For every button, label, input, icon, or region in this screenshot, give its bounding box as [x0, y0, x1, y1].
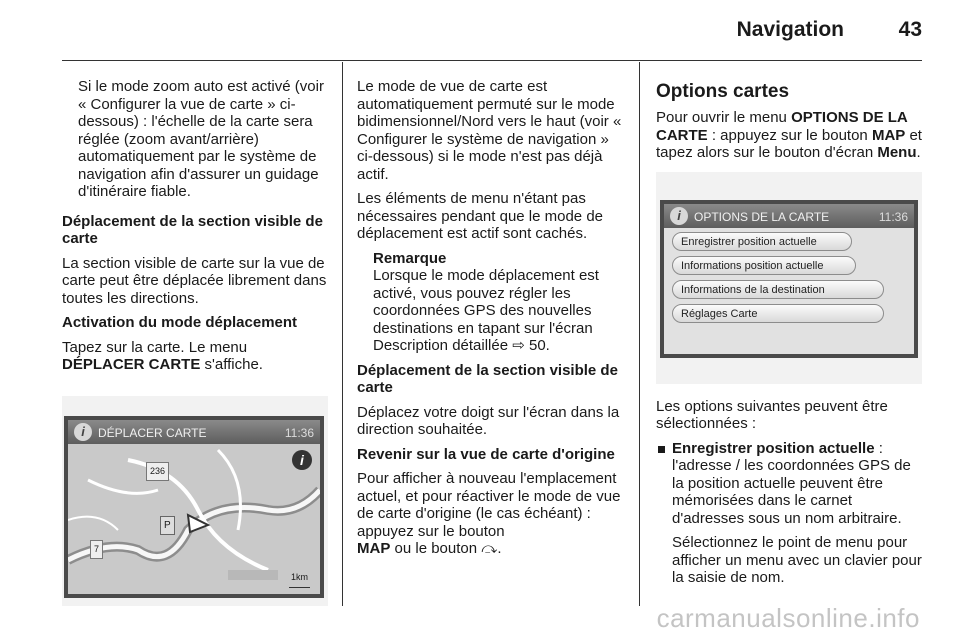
text-period-2: .	[916, 144, 921, 161]
heading-move-section: Déplacement de la section visible de carte	[62, 212, 323, 247]
text-return-instructions: Pour afficher à nouveau l'emplacement actuel, et pour réactiver le mode de vue de carte d'origine (le cas échéant) : appuyez sur le bouton	[357, 470, 621, 540]
bullet-save-position	[656, 440, 922, 587]
map-scale: 1km	[289, 569, 310, 588]
info-icon[interactable]: i	[74, 423, 92, 441]
column-divider-1	[342, 62, 343, 606]
bullet-square-icon	[658, 446, 665, 453]
bullet-colon: :	[874, 439, 883, 457]
screen-title: DÉPLACER CARTE	[98, 425, 207, 440]
text-or-button: ou le bouton	[390, 540, 482, 557]
heading-activate-move: Activation du mode déplacement	[62, 314, 298, 331]
paragraph-hidden-items: Les éléments de menu n'étant pas nécessaires pendant que le mode de déplacement est actif sont cachés.	[357, 190, 604, 242]
section-title-options: Options cartes	[656, 81, 790, 102]
paragraph-activate-move	[62, 339, 328, 374]
screenshot-deplacer-carte	[62, 396, 328, 606]
screen-time: 11:36	[284, 425, 314, 440]
map-view	[68, 420, 320, 594]
road-label-236: 236	[146, 462, 169, 482]
note-title: Remarque	[373, 249, 447, 267]
paragraph-open-options	[656, 109, 922, 162]
map-button-label-2: MAP	[871, 126, 906, 144]
paragraph-auto-mode: Le mode de vue de carte est automatiquement permuté sur le mode bidimensionnel/Nord vers le haut (voir « Configurer le système de navigation » ci-dessous) si le mode n'est pas déjà actif.	[357, 78, 622, 183]
device-screen-2	[660, 200, 918, 358]
screen-title-2: OPTIONS DE LA CARTE	[694, 209, 830, 224]
text-displayed: s'affiche.	[200, 356, 263, 373]
menu-name-options: OPTIONS DE LA CARTE	[656, 109, 908, 144]
menu-button-label: Menu	[877, 144, 917, 161]
note-text: Lorsque le mode déplacement est activé, vous pouvez régler les coordonnées GPS des nouvelles destinations en tapant sur l'écran Description détaillée	[373, 267, 599, 354]
menu-name-deplacer: DÉPLACER CARTE	[62, 356, 201, 373]
column-2	[357, 78, 623, 565]
parking-icon: P	[160, 516, 175, 536]
column-divider-2	[639, 62, 640, 606]
note-continuation: Si le mode zoom auto est activé (voir « Configurer la vue de carte » ci-dessous) : l'échelle de la carte sera réglée (zoom avant/arrière) automatiquement par le système de navigation afin d'assurer un guidage d'itinéraire fiable.	[78, 78, 324, 200]
watermark: carmanualsonline.info	[656, 603, 920, 633]
text-press-button: : appuyez sur le bouton	[707, 126, 872, 144]
screenshot-options-carte	[656, 172, 922, 384]
text-open-menu: Pour ouvrir le menu	[656, 109, 792, 126]
paragraph-return-original	[357, 470, 623, 558]
paragraph-swipe: Déplacez votre doigt sur l'écran dans la direction souhaitée.	[357, 403, 620, 438]
bullet-text: l'adresse / les coordonnées GPS de la position actuelle peuvent être mémorisées dans le carnet d'adresses sous un nom arbitraire.	[672, 457, 911, 527]
text-period: .	[497, 540, 502, 557]
page-ref-link[interactable]: ⇨ 50.	[512, 337, 550, 354]
screen-display-2	[664, 204, 914, 354]
paragraph-options-intro: Les options suivantes peuvent être sélectionnées :	[656, 397, 888, 432]
map-button-label: MAP	[357, 540, 391, 557]
column-3	[656, 82, 922, 587]
screen-display	[68, 420, 320, 594]
bullet-title: Enregistrer position actuelle	[672, 439, 875, 457]
info-button-icon[interactable]: i	[292, 450, 312, 470]
screen-titlebar-2	[664, 204, 914, 228]
text-tap-screen-button: et tapez alors sur le bouton d'écran	[656, 126, 922, 161]
screen-titlebar	[68, 420, 320, 444]
note-body	[373, 267, 623, 355]
info-icon-2[interactable]: i	[670, 207, 688, 225]
screen-time-2: 11:36	[878, 209, 908, 224]
road-label-7: 7	[90, 540, 103, 560]
heading-move-section-2: Déplacement de la section visible de carte	[357, 361, 618, 396]
return-arrow-icon: ⤼	[481, 540, 498, 557]
header-divider	[62, 60, 922, 61]
menu-item-position-info[interactable]: Informations position actuelle	[672, 256, 856, 275]
column-1	[62, 78, 328, 620]
text-tap-map: Tapez sur la carte. Le menu	[62, 338, 248, 356]
paragraph-move-section: La section visible de carte sur la vue de carte peut être déplacée librement dans toutes les directions.	[62, 254, 327, 307]
page-number: 43	[898, 18, 922, 41]
menu-item-map-settings[interactable]: Réglages Carte	[672, 304, 884, 323]
menu-item-save-position[interactable]: Enregistrer position actuelle	[672, 232, 852, 251]
bullet-text-2: Sélectionnez le point de menu pour afficher un menu avec un clavier pour la saisie de nom.	[672, 534, 922, 586]
header-title: Navigation	[736, 18, 844, 41]
menu-item-destination-info[interactable]: Informations de la destination	[672, 280, 884, 299]
note-box	[357, 250, 623, 355]
heading-return-original: Revenir sur la vue de carte d'origine	[357, 445, 615, 463]
device-screen	[64, 416, 324, 598]
